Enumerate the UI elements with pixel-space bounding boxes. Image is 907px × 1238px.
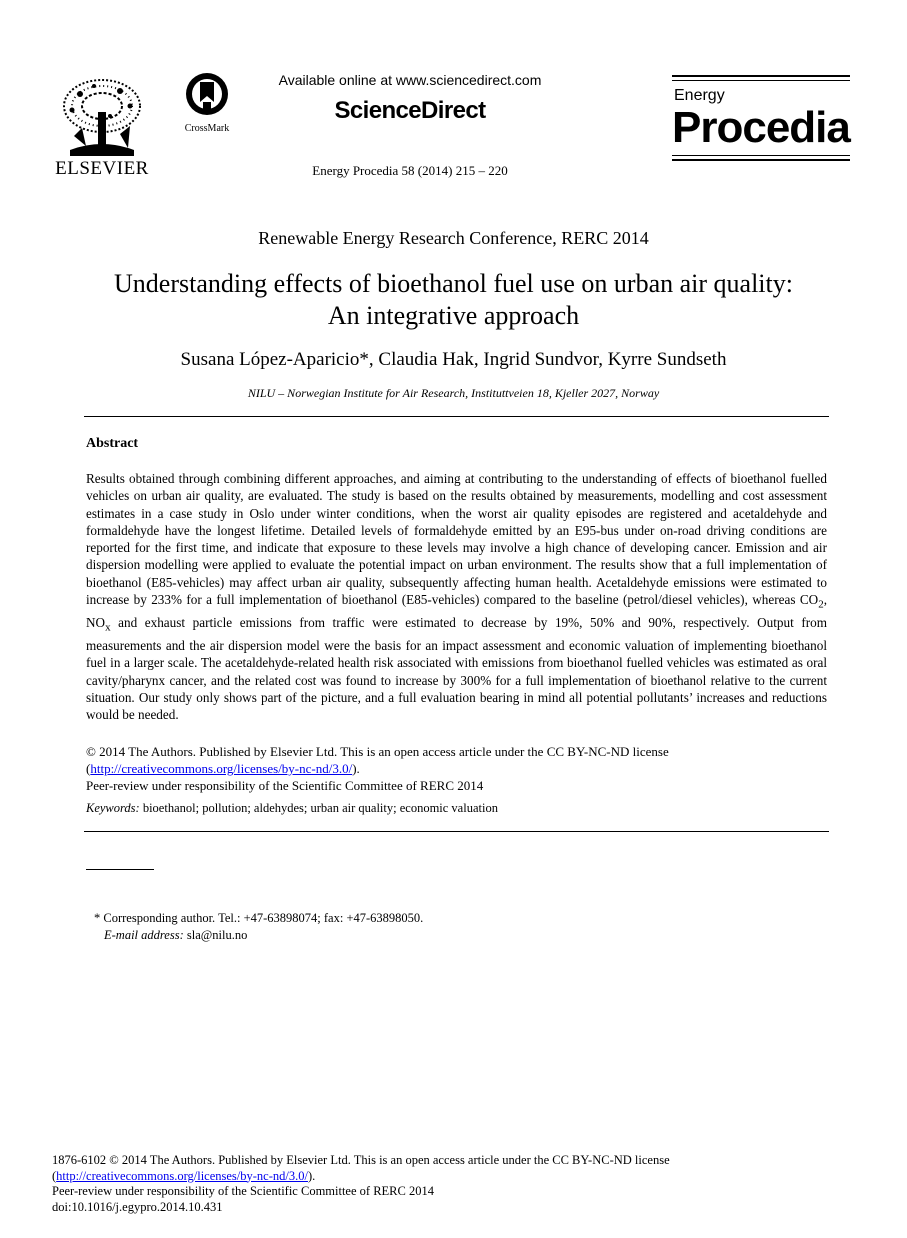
- journal-small-title: Energy: [674, 87, 725, 104]
- elsevier-tree-icon: [60, 76, 144, 158]
- peer-review-statement: Peer-review under responsibility of the Scientific Committee of RERC 2014: [86, 778, 484, 794]
- paren-open: (: [52, 1168, 57, 1183]
- logo-rule: [672, 155, 850, 156]
- paren-close: ).: [352, 761, 360, 777]
- keywords-list: bioethanol; pollution; aldehydes; urban air quality; economic valuation: [142, 801, 498, 815]
- sciencedirect-logo: ScienceDirect: [334, 97, 486, 124]
- abstract-body: [86, 470, 827, 723]
- paren-close: ).: [307, 1168, 316, 1183]
- abstract-text: and exhaust particle emissions from traffic were estimated to decrease by 19%, 50% and 90%, respectively. Output from measurements and the air dispersion model were the basis for an impact assessment and economic valuation of implementing bioethanol fuel in a larger scale. The acetaldehyde-related health risk associated with emissions from bioethanol fuelled vehicles was estimated as oral cavity/pharynx cancer, and the related cost was found to increase by 300% for a full implementation of bioethanol relative to the current situation. Our study only shows part of the picture, and a full evaluation bearing in mind all potential pollutants’ increases and reductions would be needed.: [86, 615, 827, 723]
- available-online: Available online at www.sciencedirect.com: [278, 72, 542, 88]
- corresponding-author-text: Corresponding author. Tel.: +47-63898074; fax: +47-63898050.: [103, 911, 424, 925]
- divider: [84, 416, 829, 417]
- author-list: Susana López-Aparicio*, Claudia Hak, Ingrid Sundvor, Kyrre Sundseth: [180, 349, 727, 370]
- abstract-text: , NO: [86, 592, 827, 631]
- email-line: [94, 927, 794, 944]
- footnote-rule: [86, 869, 154, 870]
- title-line-2: An integrative approach: [327, 301, 580, 330]
- nox-subscript: x: [105, 621, 111, 634]
- paper-title: [60, 268, 847, 332]
- publisher-name: ELSEVIER: [55, 158, 149, 179]
- logo-rule: [672, 159, 850, 161]
- conference-name: Renewable Energy Research Conference, RERC 2014: [258, 228, 649, 248]
- co2-subscript: 2: [818, 598, 824, 611]
- footer-peer-review: Peer-review under responsibility of the Scientific Committee of RERC 2014: [52, 1184, 434, 1199]
- logo-rule: [672, 75, 850, 77]
- journal-reference: Energy Procedia 58 (2014) 215 – 220: [312, 163, 508, 178]
- email-label: E-mail address:: [104, 928, 184, 942]
- footnote-marker: *: [94, 911, 101, 925]
- keywords: [86, 801, 827, 816]
- title-line-1: Understanding effects of bioethanol fuel use on urban air quality:: [114, 269, 793, 298]
- crossmark-badge[interactable]: [178, 72, 236, 134]
- crossmark-label: CrossMark: [184, 123, 230, 134]
- abstract-text: Results obtained through combining different approaches, and aiming at contributing to the understanding of effects of bioethanol fuelled vehicles on urban air quality, are evaluated. The study is based on the results obtained by measurements, modelling and cost assessment estimates in a case study in Oslo under winter conditions, when the worst air quality episodes are registered and acetaldehyde and formaldehyde have the longest lifetime. Detailed levels of formaldehyde emitted by an E95-bus under on-road driving conditions are reported for the first time, and indicate that exposure to these levels may involve a high chance of developing cancer. Emission and air dispersion modelling were applied to evaluate the potential impact on urban environment. The results show that a full implementation of bioethanol (E85-vehicles) may affect urban air quality, subsequently affecting human health. Acetaldehyde emissions were estimated to increase by 233% for a full implementation of bioethanol (E85-vehicles) compared to the baseline (petrol/diesel vehicles), whereas CO: [86, 471, 827, 608]
- license-link[interactable]: http://creativecommons.org/licenses/by-nc-nd/3.0/: [90, 761, 353, 777]
- license-block: [86, 743, 827, 795]
- email-address[interactable]: sla@nilu.no: [186, 928, 248, 942]
- license-url-line: [86, 760, 827, 777]
- crossmark-icon: [185, 72, 229, 116]
- energy-procedia-logo: [672, 75, 850, 164]
- page-footer: [52, 1153, 812, 1215]
- paren-open: (: [86, 761, 91, 777]
- keywords-label: Keywords:: [86, 801, 140, 815]
- footer-copyright: 1876-6102 © 2014 The Authors. Published by Elsevier Ltd. This is an open access article under the CC BY-NC-ND license: [52, 1153, 670, 1167]
- doi[interactable]: doi:10.1016/j.egypro.2014.10.431: [52, 1199, 223, 1214]
- corresponding-author: [94, 910, 794, 927]
- logo-rule: [672, 80, 850, 81]
- footnote: [94, 910, 794, 944]
- abstract-heading: Abstract: [86, 436, 139, 451]
- journal-big-title: Procedia: [672, 103, 850, 152]
- license-statement: © 2014 The Authors. Published by Elsevier Ltd. This is an open access article under the CC BY-NC-ND license: [86, 744, 669, 759]
- divider: [84, 831, 829, 832]
- affiliation: NILU – Norwegian Institute for Air Research, Instituttveien 18, Kjeller 2027, Norway: [247, 386, 660, 400]
- footer-url-line: [52, 1169, 812, 1185]
- footer-license-link[interactable]: http://creativecommons.org/licenses/by-nc-nd/3.0/: [56, 1168, 308, 1183]
